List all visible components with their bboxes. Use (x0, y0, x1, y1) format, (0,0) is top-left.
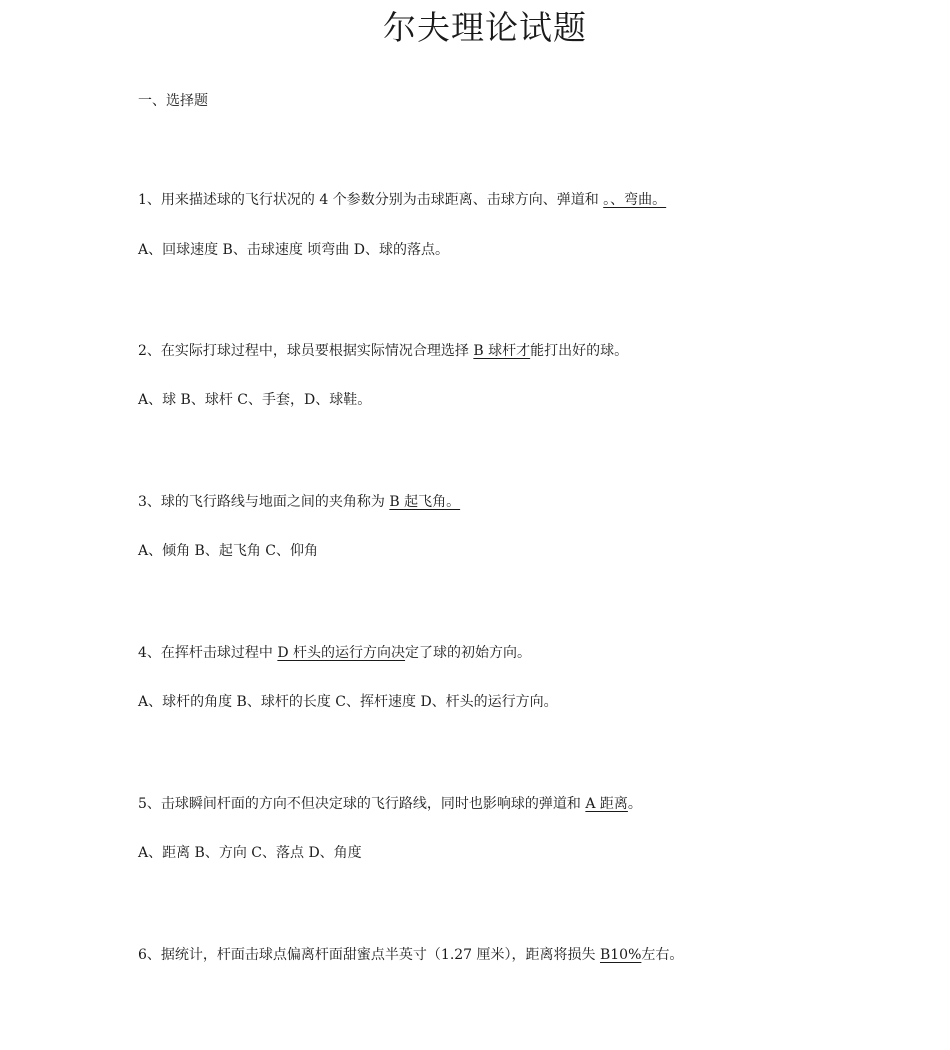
question-2-options: A、球 B、球杆 C、手套，D、球鞋。 (138, 392, 372, 408)
question-answer: B 球杆才 (473, 343, 531, 359)
question-text: 6、据统计，杆面击球点偏离杆面甜蜜点半英寸（1.27 厘米），距离将损失 (138, 947, 600, 963)
question-1 (138, 189, 666, 209)
question-text-after: 能打出好的球。 (530, 343, 629, 359)
question-6 (138, 944, 683, 964)
question-answer: A 距离 (585, 796, 628, 812)
question-3 (138, 491, 460, 511)
question-1-options: A、回球速度 B、击球速度 顷弯曲 D、球的落点。 (138, 242, 449, 258)
question-text: 2、在实际打球过程中，球员要根据实际情况合理选择 (138, 343, 474, 359)
question-text: 3、球的飞行路线与地面之间的夹角称为 (138, 494, 390, 510)
question-answer: D 杆头的运行方向决 (277, 645, 406, 661)
question-answer: B10% (599, 947, 642, 963)
question-text: 1、用来描述球的飞行状况的 4 个参数分别为击球距离、击球方向、弹道和 (138, 192, 604, 208)
question-5 (138, 793, 642, 813)
question-text: 4、在挥杆击球过程中 (138, 645, 278, 661)
question-answer: B 起飞角。 (389, 494, 461, 510)
question-4 (138, 642, 531, 662)
question-text-after: 左右。 (641, 947, 684, 963)
question-3-options: A、倾角 B、起飞角 C、仰角 (138, 543, 319, 559)
question-answer: 。、弯曲。 (603, 192, 667, 208)
question-5-options: A、距离 B、方向 C、落点 D、角度 (138, 845, 362, 861)
question-4-options: A、球杆的角度 B、球杆的长度 C、挥杆速度 D、杆头的运行方向。 (138, 694, 558, 710)
question-text-after: 定了球的初始方向。 (405, 645, 532, 661)
section-heading: 一、选择题 (138, 93, 208, 109)
question-text-after: 。 (627, 796, 642, 812)
page-title: 尔夫理论试题 (383, 8, 587, 47)
question-text: 5、击球瞬间杆面的方向不但决定球的飞行路线，同时也影响球的弹道和 (138, 796, 586, 812)
question-2 (138, 340, 628, 360)
